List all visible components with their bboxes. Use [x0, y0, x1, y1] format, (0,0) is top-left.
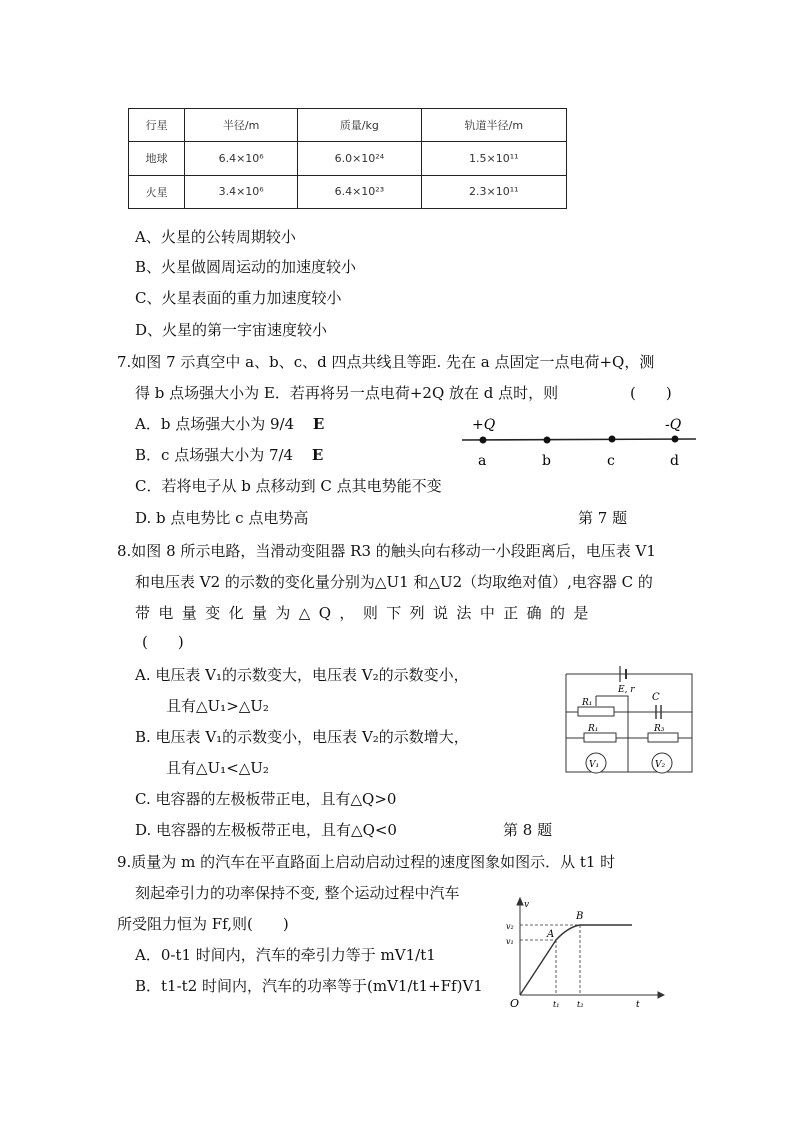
q7-option-b-unit: E	[311, 446, 324, 464]
table-row	[129, 175, 567, 208]
q7-option-b	[135, 445, 323, 465]
table-cell: 3.4×10⁶	[185, 175, 298, 208]
q9-velocity-time-graph	[500, 895, 665, 1010]
q7-option-a-unit: E	[312, 415, 325, 433]
table-cell: 6.0×10²⁴	[298, 142, 422, 175]
q7-stem-line2: 得 b 点场强大小为 E．若再将另一点电荷+2Q 放在 d 点时，则	[135, 384, 559, 402]
q7-stem-line1: 7.如图 7 示真空中 a、b、c、d 四点共线且等距. 先在 a 点固定一点电荷+Q，测	[117, 353, 655, 371]
q7-option-a-text: A．b 点场强大小为 9/4	[135, 415, 295, 433]
graph-curve-segment	[556, 925, 580, 940]
q8-option-a-line1: A. 电压表 V₁的示数变大，电压表 V₂的示数变小，	[135, 666, 469, 684]
q7-label-c: c	[607, 453, 615, 469]
q8-option-d: D. 电容器的左极板带正电，且有△Q<0	[135, 821, 397, 839]
q7-label-d: d	[670, 453, 679, 469]
battery-label: E, r	[618, 685, 635, 695]
table-cell: 1.5×10¹¹	[421, 142, 566, 175]
point-a-label: A	[547, 929, 555, 940]
q6-option-d: D、火星的第一宇宙速度较小	[135, 321, 328, 339]
planet-data-table	[128, 108, 567, 209]
q7-answer-paren: ( )	[630, 384, 672, 402]
table-row	[129, 142, 567, 175]
q8-stem-line2: 和电压表 V2 的示数的变化量分别为△U1 和△U2（均取绝对值）,电容器 C 的	[135, 573, 653, 591]
table-header-row	[129, 109, 567, 142]
v-axis-label: v	[524, 900, 530, 910]
table-header-cell: 半径/m	[185, 109, 298, 142]
q7-point-c	[609, 436, 616, 443]
t1-label: t₁	[553, 1000, 560, 1009]
q9-stem-line1: 9.质量为 m 的汽车在平直路面上启动启动过程的速度图象如图示．从 t1 时	[117, 853, 616, 871]
q9-option-b: B．t1-t2 时间内，汽车的功率等于(mV1/t1+Ff)V1	[135, 977, 483, 995]
v2-label: v₂	[506, 922, 514, 931]
table-header-cell: 轨道半径/m	[421, 109, 566, 142]
v1-label: V₁	[589, 760, 600, 770]
resistor-r1-bottom	[584, 733, 616, 742]
table-header-cell: 质量/kg	[298, 109, 422, 142]
q9-stem-line2: 刻起牵引力的功率保持不变, 整个运动过程中汽车	[135, 884, 460, 902]
q7-label-minus-q: -Q	[665, 417, 682, 433]
q8-option-c: C. 电容器的左极板带正电，且有△Q>0	[135, 790, 397, 808]
q7-option-a	[135, 414, 324, 434]
r3-label: R₃	[654, 724, 665, 734]
q7-figure-caption: 第 7 题	[578, 509, 628, 527]
table-cell: 2.3×10¹¹	[421, 175, 566, 208]
r1-top-label: R₁	[582, 698, 593, 708]
v-axis-arrow	[517, 898, 523, 905]
q8-option-a-line2: 且有△U₁>△U₂	[166, 697, 269, 715]
q7-label-plus-q: +Q	[472, 417, 496, 433]
q7-point-d	[672, 436, 679, 443]
q6-option-a: A、火星的公转周期较小	[135, 228, 296, 246]
table-cell: 火星	[129, 175, 185, 208]
q7-label-b: b	[542, 453, 551, 469]
q7-option-c: C．若将电子从 b 点移动到 C 点其电势能不变	[135, 477, 442, 495]
q7-point-a	[480, 437, 487, 444]
table-cell: 6.4×10⁶	[185, 142, 298, 175]
v2-label: V₂	[655, 760, 666, 770]
q8-option-b-line2: 且有△U₁<△U₂	[166, 759, 269, 777]
point-b-label: B	[576, 911, 584, 922]
graph-linear-segment	[520, 940, 556, 995]
q8-figure-caption: 第 8 题	[503, 821, 553, 839]
capacitor-label: C	[652, 692, 660, 703]
q8-option-b-line1: B. 电压表 V₁的示数变小，电压表 V₂的示数增大，	[135, 728, 469, 746]
q6-option-b: B、火星做圆周运动的加速度较小	[135, 258, 357, 276]
q9-option-a: A．0-t1 时间内，汽车的牵引力等于 mV1/t1	[135, 946, 436, 964]
table-cell: 6.4×10²³	[298, 175, 422, 208]
q8-answer-paren: ( )	[142, 633, 184, 651]
table-header-cell: 行星	[129, 109, 185, 142]
q7-option-d: D. b 点电势比 c 点电势高	[135, 509, 309, 527]
table-cell: 地球	[129, 142, 185, 175]
r1-bottom-label: R₁	[588, 724, 599, 734]
q7-charge-line	[462, 439, 696, 440]
q7-label-a: a	[478, 453, 487, 469]
q8-stem-line1: 8.如图 8 所示电路，当滑动变阻器 R3 的触头向右移动一小段距离后，电压表 V1	[117, 542, 656, 560]
q7-option-b-text: B．c 点场强大小为 7/4	[135, 446, 294, 464]
q6-option-c: C、火星表面的重力加速度较小	[135, 289, 342, 307]
q8-circuit-diagram	[556, 660, 700, 778]
t-axis-label: t	[636, 1000, 640, 1010]
t2-label: t₂	[577, 1000, 584, 1009]
resistor-r1-top	[578, 707, 614, 716]
t-axis-arrow	[658, 992, 664, 998]
resistor-r3	[648, 733, 678, 742]
q7-figure	[460, 415, 700, 470]
q9-stem-line3: 所受阻力恒为 Ff,则( )	[117, 915, 289, 933]
origin-label: O	[510, 997, 520, 1010]
q8-stem-line3: 带电量变化量为△Q，则下列说法中正确的是	[135, 604, 597, 622]
q7-point-b	[544, 437, 551, 444]
v1-label: v₁	[506, 937, 514, 946]
